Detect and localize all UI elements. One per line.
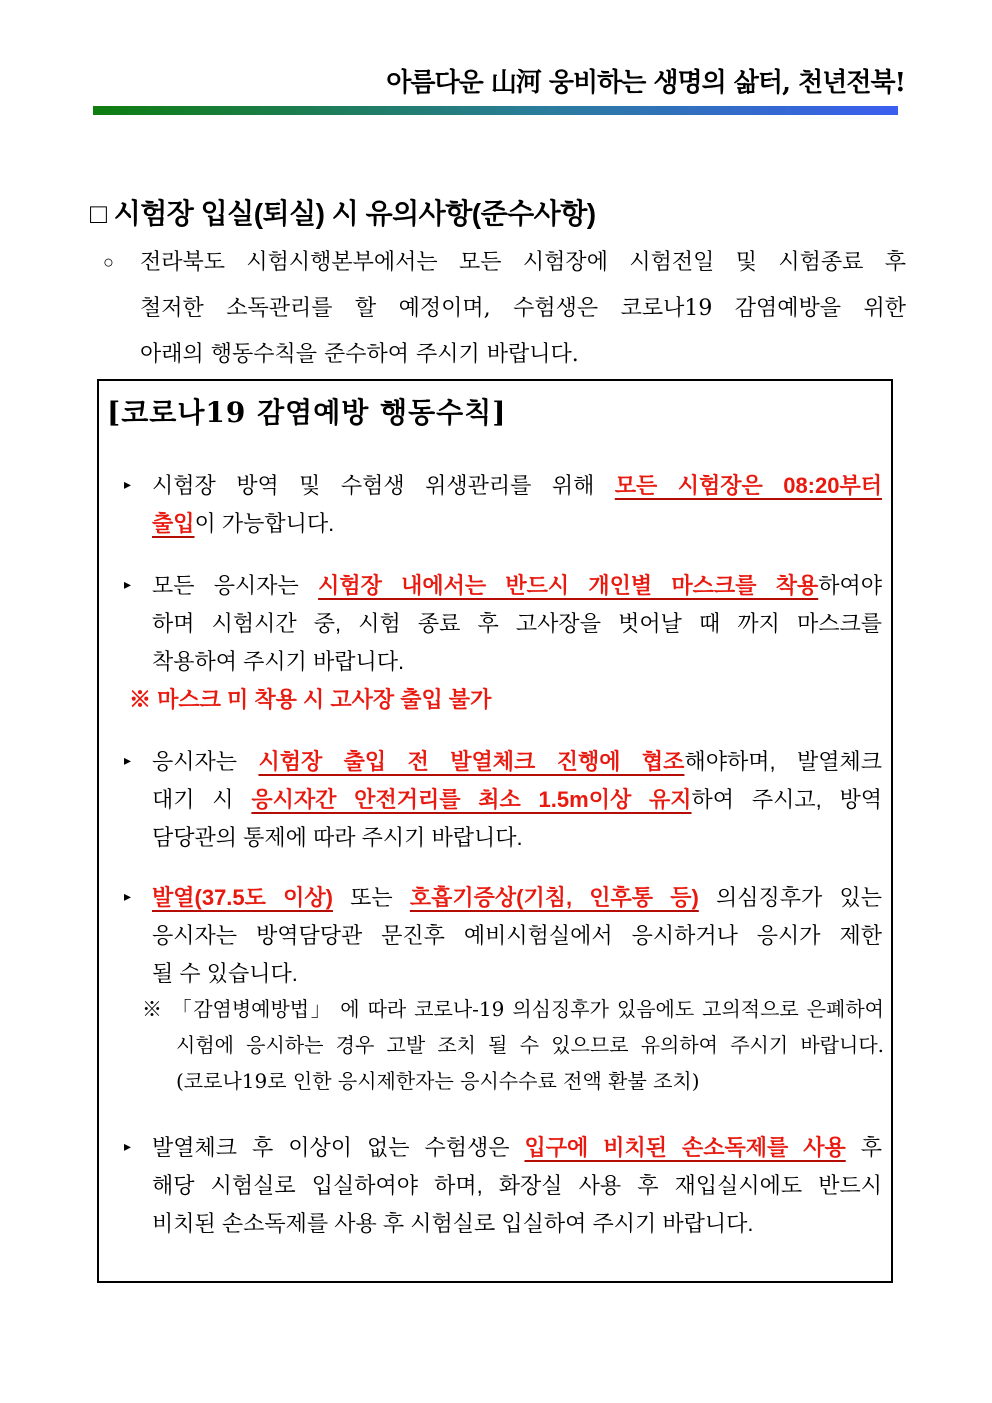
subnote-line: (코로나19로 인한 응시제한자는 응시수수료 전액 환불 조치)	[176, 1069, 700, 1093]
text-segment: 이 가능합니다.	[194, 511, 335, 536]
red-highlight-segment: 입구에 비치된 손소독제를 사용	[524, 1135, 846, 1160]
circle-bullet-marker: ○	[103, 252, 114, 272]
subnote-line: ※ 「감염병예방법」 에 따라 코로나-19 의심징후가 있음에도 고의적으로 은폐하여	[142, 997, 884, 1021]
bullet-item-mask	[124, 567, 882, 681]
triangle-bullet-icon: ▸	[124, 888, 132, 904]
triangle-bullet-icon: ▸	[124, 1138, 132, 1154]
text-segment: 시험장 방역 및 수험생 위생관리를 위해	[152, 473, 615, 498]
bullet-line	[152, 743, 882, 781]
text-segment: 하여 주시고, 방역	[691, 787, 882, 812]
intro-line: 전라북도 시험시행본부에서는 모든 시험장에 시험전일 및 시험종료 후	[140, 250, 906, 275]
red-highlight-segment: 모든 시험장은 08:20부터	[614, 473, 882, 498]
bullet-item-entry-time	[124, 467, 882, 543]
bullet-line	[152, 781, 882, 819]
bullet-line	[152, 1205, 882, 1243]
red-highlight-segment: 출입	[152, 511, 195, 536]
bullet-line	[152, 643, 882, 681]
red-highlight-segment: 시험장 출입 전 발열체크 진행에 협조	[258, 749, 685, 774]
covid-guidelines-box	[97, 379, 893, 1283]
red-highlight-segment: 응시자간 안전거리를 최소 1.5m이상 유지	[251, 787, 692, 812]
triangle-bullet-icon: ▸	[124, 752, 132, 768]
header-gradient-rule	[93, 106, 898, 115]
triangle-bullet-icon: ▸	[124, 476, 132, 492]
bullet-line	[152, 605, 882, 643]
text-segment: 하여야	[818, 573, 882, 598]
subnote-line: 시험에 응시하는 경우 고발 조치 될 수 있으므로 유의하여 주시기 바랍니다.	[176, 1033, 884, 1057]
section-title: □ 시험장 입실(퇴실) 시 유의사항(준수사항)	[90, 198, 596, 229]
intro-paragraph	[103, 240, 906, 378]
text-segment: 착용하여 주시기 바랍니다.	[152, 649, 405, 674]
bullet-line	[152, 955, 882, 993]
bullet-line	[152, 467, 882, 505]
bullet-item-temperature-check	[124, 743, 883, 857]
text-segment: 의심징후가 있는	[698, 885, 882, 910]
red-highlight-segment: 시험장 내에서는 반드시 개인별 마스크를 착용	[318, 573, 819, 598]
text-segment: 될 수 있습니다.	[152, 961, 298, 986]
red-highlight-segment: 호흡기증상(기침, 인후통 등)	[409, 885, 699, 910]
text-segment: 응시자는	[152, 749, 259, 774]
bullet-line	[152, 819, 882, 857]
mask-warning-note: ※ 마스크 미 착용 시 고사장 출입 불가	[129, 687, 492, 712]
text-segment: 해당 시험실로 입실하여야 하며, 화장실 사용 후 재입실시에도 반드시	[152, 1173, 882, 1198]
text-segment: 해야하며, 발열체크	[684, 749, 883, 774]
bullet-item-hand-sanitizer	[124, 1129, 882, 1243]
triangle-bullet-icon: ▸	[124, 576, 132, 592]
intro-line: 철저한 소독관리를 할 예정이며, 수험생은 코로나19 감염예방을 위한	[140, 296, 906, 321]
bullet-item-fever-symptoms	[124, 879, 882, 993]
red-highlight-segment: 발열(37.5도 이상)	[152, 885, 333, 910]
text-segment: 담당관의 통제에 따라 주시기 바랍니다.	[152, 825, 523, 850]
bullet-line	[152, 567, 882, 605]
intro-line: 아래의 행동수칙을 준수하여 주시기 바랍니다.	[140, 342, 579, 367]
bullet-line	[152, 917, 882, 955]
box-title: [코로나19 감염예방 행동수칙]	[107, 396, 507, 429]
text-segment: 발열체크 후 이상이 없는 수험생은	[152, 1135, 525, 1160]
bullet-line	[152, 505, 882, 543]
text-segment: 하며 시험시간 중, 시험 종료 후 고사장을 벗어날 때 까지 마스크를	[152, 611, 882, 636]
text-segment: 대기 시	[152, 787, 252, 812]
bullet-line	[152, 1167, 882, 1205]
text-segment: 모든 응시자는	[152, 573, 319, 598]
text-segment: 응시자는 방역담당관 문진후 예비시험실에서 응시하거나 응시가 제한	[152, 923, 882, 948]
header-slogan: 아름다운 山河 웅비하는 생명의 삶터, 천년전북!	[386, 68, 905, 98]
bullet-line	[152, 1129, 882, 1167]
bullet-line	[152, 879, 882, 917]
text-segment: 비치된 손소독제를 사용 후 시험실로 입실하여 주시기 바랍니다.	[152, 1211, 754, 1236]
text-segment: 후	[845, 1135, 882, 1160]
text-segment: 또는	[332, 885, 410, 910]
legal-subnote	[142, 991, 884, 1099]
